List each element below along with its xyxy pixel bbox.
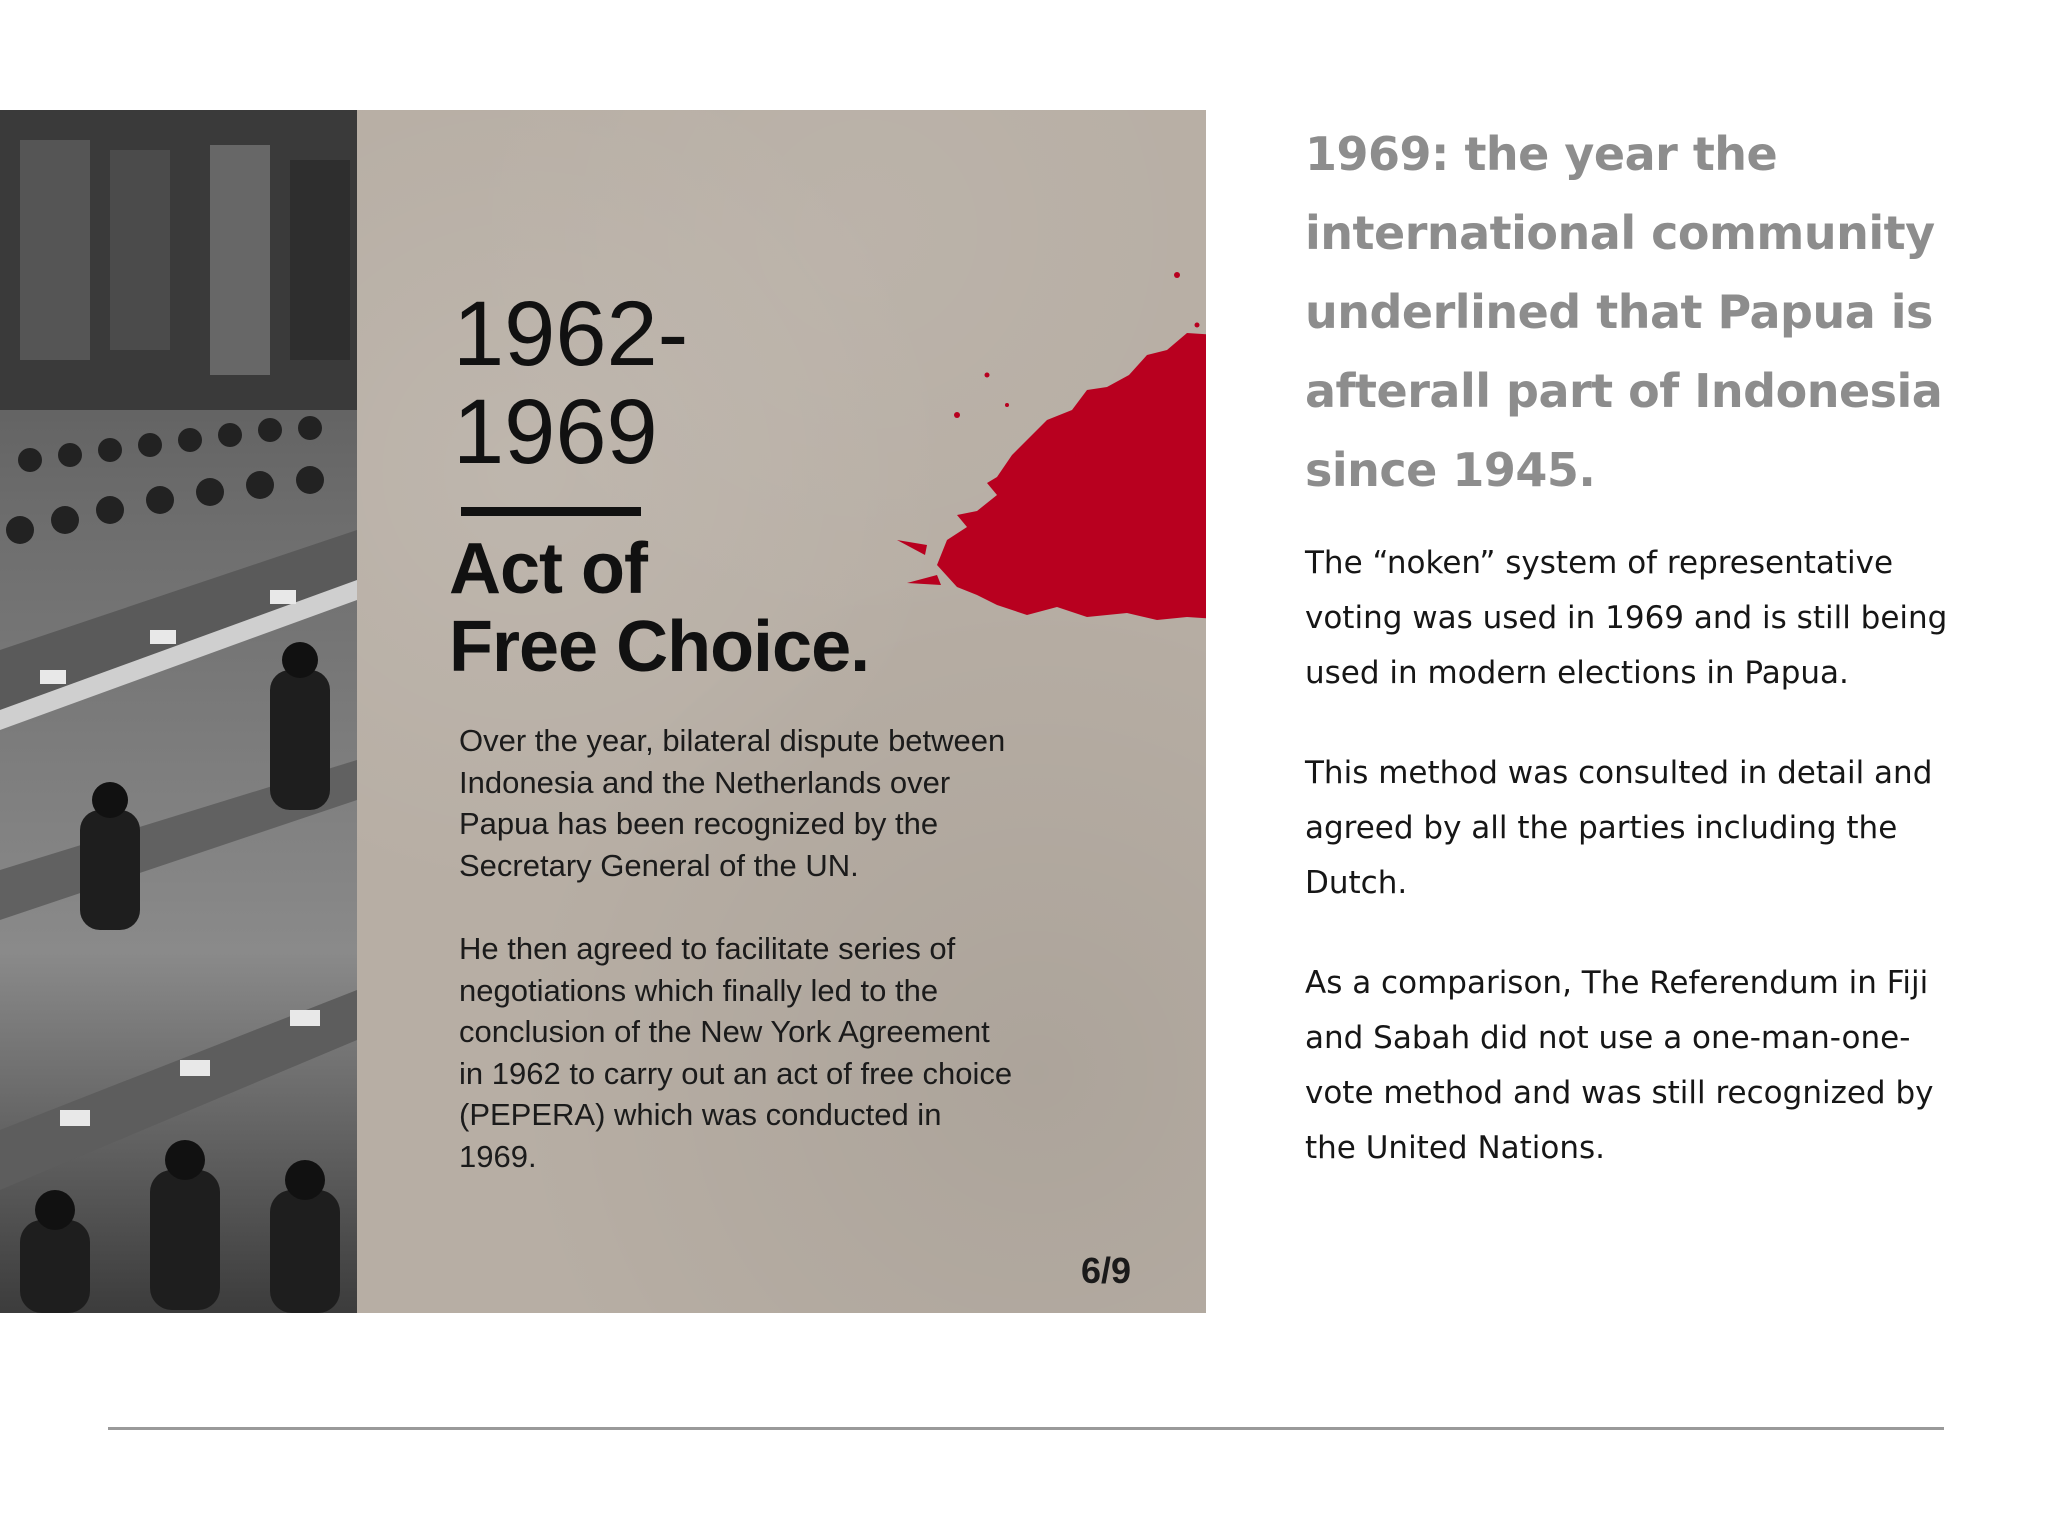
right-text-column (1305, 115, 1965, 1176)
info-card (357, 110, 1206, 1313)
card-paragraph: Over the year, bilateral dispute between Indonesia and the Netherlands over Papua has been recognized by the Secretary General of the UN. (459, 723, 1006, 883)
page-indicator: 6/9 (1081, 1250, 1132, 1291)
card-paragraph: He then agreed to facilitate series of negotiations which finally led to the conclusion of the New York Agreement in 1962 to carry out an act of free choice (PEPERA) which was conducted in 1969. (459, 931, 1013, 1174)
infographic-image (0, 110, 1206, 1313)
card-title-rule (461, 507, 641, 516)
right-paragraph-noken: The “noken” system of representative voting was used in 1969 and is still being used in modern elections in Papua. (1305, 545, 1948, 691)
right-paragraph-method: This method was consulted in detail and agreed by all the parties including the Dutch. (1305, 755, 1933, 901)
right-heading: 1969: the year the international community underlined that Papua is afterall part of Indonesia since 1945. (1305, 127, 1943, 497)
card-title: Act of Free Choice. (449, 529, 870, 687)
card-years: 1962- 1969 (453, 283, 689, 483)
footer-divider (108, 1427, 1944, 1430)
right-paragraph-comparison: As a comparison, The Referendum in Fiji and Sabah did not use a one-man-one-vote method and was still recognized by the United Nations. (1305, 965, 1934, 1166)
card-body (459, 720, 1019, 1219)
historical-assembly-photo (0, 110, 357, 1313)
